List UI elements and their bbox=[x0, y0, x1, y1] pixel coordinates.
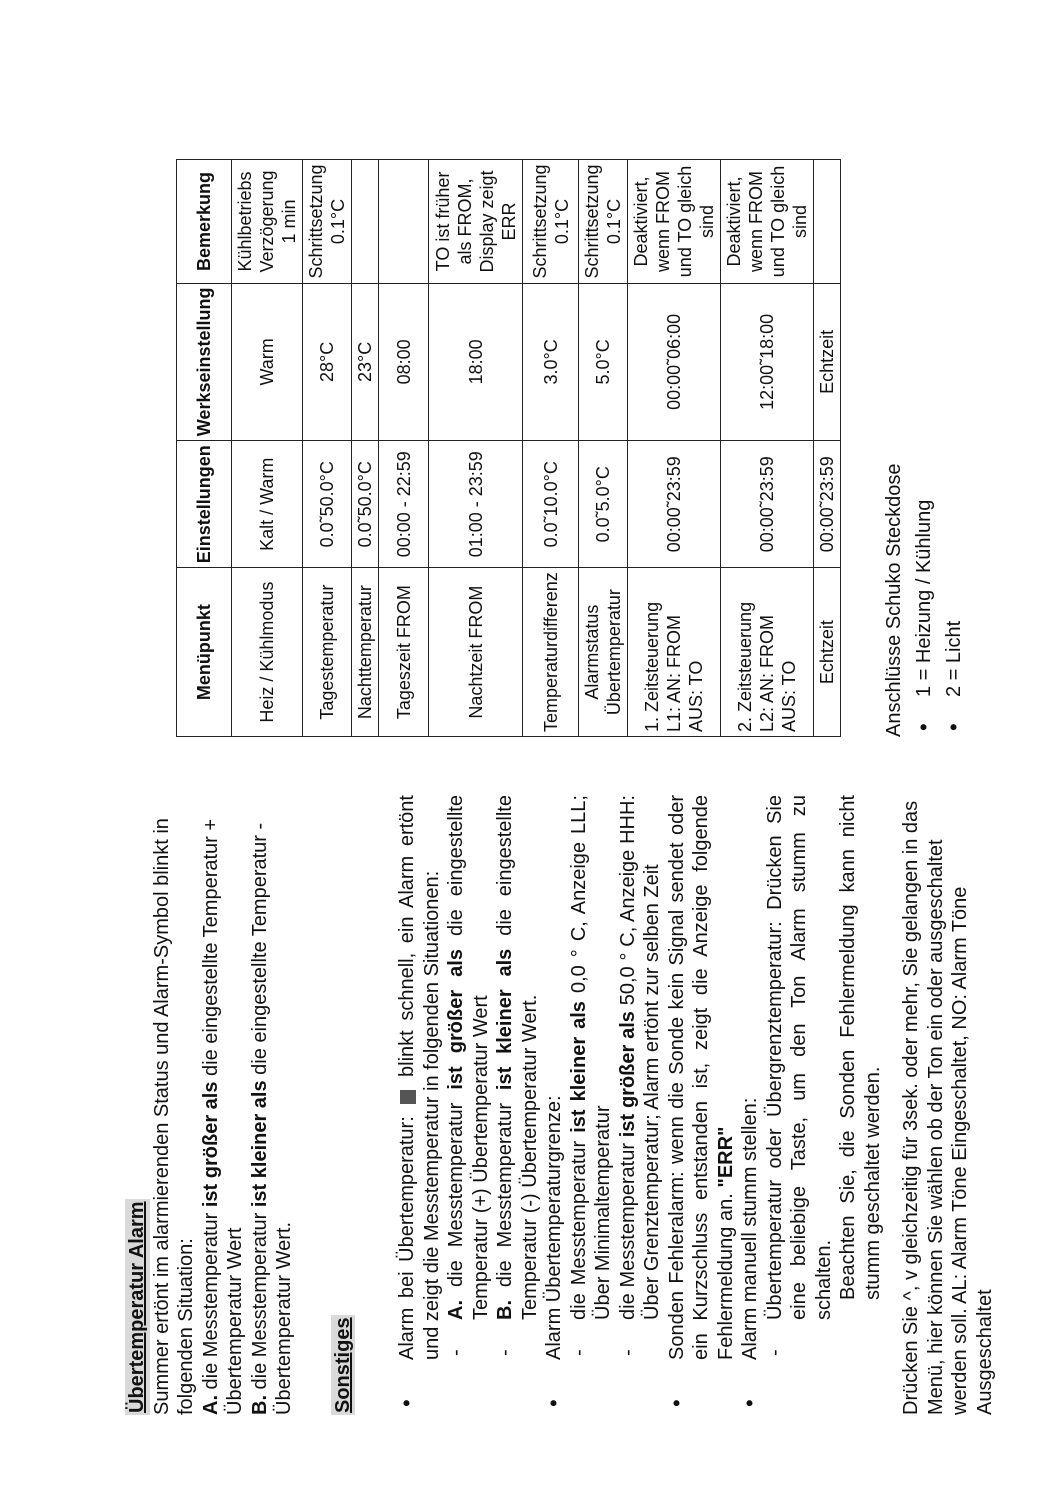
alarm-intro: Summer ertönt im alarmierenden Status und Alarm-Symbol blinkt in folgenden Situation: bbox=[150, 818, 197, 1415]
table-cell: Nachtzeit FROM bbox=[429, 568, 523, 737]
misc-item1-case-b bbox=[493, 795, 542, 1360]
misc-item1-a-bold: ist größer als bbox=[445, 949, 467, 1090]
misc-item1-case-a bbox=[444, 795, 493, 1360]
table-cell: 00:00˜23:59 bbox=[814, 441, 841, 568]
table-cell: 08:00 bbox=[379, 283, 429, 441]
table-row bbox=[628, 160, 721, 737]
table-cell: 01:00 - 23:59 bbox=[429, 441, 523, 568]
text-column bbox=[125, 795, 997, 1415]
table-row bbox=[303, 160, 352, 737]
connections-list bbox=[909, 175, 969, 737]
table-cell: 00:00˜06:00 bbox=[628, 283, 721, 441]
misc-item1-a-pre: die Messtemperatur bbox=[445, 1102, 467, 1287]
table-cell: 12:00˜18:00 bbox=[721, 283, 814, 441]
table-cell: Echtzeit bbox=[814, 568, 841, 737]
table-cell: Heiz / Kühlmodus bbox=[232, 568, 303, 737]
misc-item1-pre: Alarm bei Übertemperatur: bbox=[396, 1116, 418, 1360]
misc-item2-a-post: 0,0 ° C, Anzeige LLL; Über Minimaltemperatur bbox=[567, 795, 614, 1320]
table-row bbox=[379, 160, 429, 737]
misc-item1-a-label: A. bbox=[445, 1300, 467, 1320]
table-row bbox=[721, 160, 814, 737]
table-cell: Echtzeit bbox=[814, 283, 841, 441]
table-cell bbox=[379, 160, 429, 283]
misc-item2-a-pre: die Messtemperatur bbox=[567, 1140, 590, 1320]
table-row bbox=[523, 160, 579, 737]
alarm-section-heading: Übertemperatur Alarm bbox=[126, 1201, 148, 1413]
misc-item2-case-a bbox=[567, 795, 616, 1360]
table-cell bbox=[352, 160, 379, 283]
alarm-case-b-label: B. bbox=[248, 1395, 271, 1415]
table-cell: 1. Zeitsteuerung L1: AN: FROM AUS: TO bbox=[628, 568, 721, 737]
table-cell: 18:00 bbox=[429, 283, 523, 441]
table-cell: 00:00˜23:59 bbox=[721, 441, 814, 568]
table-cell: Tageszeit FROM bbox=[379, 568, 429, 737]
connections-item: • 1 = Heizung / Kühlung bbox=[909, 175, 939, 737]
table-cell: Alarmstatus Übertemperatur bbox=[579, 568, 628, 737]
misc-item4-case bbox=[763, 795, 886, 1360]
alarm-case-a-post: die eingestellte Temperatur + Übertemperatur Wert bbox=[199, 818, 246, 1415]
misc-item-overtemp bbox=[395, 795, 542, 1415]
misc-item3-pre: Sonden Fehleralarm: wenn die Sonde kein Signal sendet oder ein Kurzschluss entstanden ist, zeigt die Anzeige folgende Fehlermeldung an. bbox=[665, 795, 737, 1360]
table-cell: TO ist früher als FROM, Display zeigt ERR bbox=[429, 160, 523, 283]
table-cell: Kühlbetriebs Verzögerung 1 min bbox=[232, 160, 303, 283]
table-cell: Schrittsetzung 0.1°C bbox=[523, 160, 579, 283]
misc-item1-sublist bbox=[444, 795, 542, 1360]
table-cell: Deaktiviert, wenn FROM und TO gleich sind bbox=[628, 160, 721, 283]
table-cell: 0.0˜5.0°C bbox=[579, 441, 628, 568]
table-cell bbox=[814, 160, 841, 283]
table-cell: Schrittsetzung 0.1°C bbox=[303, 160, 352, 283]
misc-item2-b-pre: die Messtemperatur bbox=[616, 1143, 639, 1320]
misc-item1-b-post: die eingestellte Temperatur (-) Übertemperatur Wert. bbox=[494, 795, 541, 1320]
misc-item3-bold: "ERR" bbox=[714, 1126, 737, 1188]
misc-item2-sublist bbox=[567, 795, 665, 1360]
misc-item4-a1: Übertemperatur oder Übergrenztemperatur: Drücken Sie eine beliebige Taste, um den Ton Alarm stumm zu schalten. bbox=[763, 795, 835, 1320]
connections-block bbox=[879, 175, 969, 737]
header-remark: Bemerkung bbox=[177, 160, 232, 283]
alarm-case-b-post: die eingestellte Temperatur - Übertemperatur Wert. bbox=[248, 822, 295, 1415]
alarm-case-a-pre: die Messtemperatur bbox=[199, 1212, 222, 1390]
table-row bbox=[352, 160, 379, 737]
table-cell: 0.0˜10.0°C bbox=[523, 441, 579, 568]
connections-title: Anschlüsse Schuko Steckdose bbox=[883, 463, 905, 737]
table-cell: 2. Zeitsteuerung L2: AN: FROM AUS: TO bbox=[721, 568, 814, 737]
alarm-case-b-pre: die Messtemperatur bbox=[248, 1212, 271, 1390]
table-column bbox=[176, 164, 969, 737]
closing-paragraph: Drücken Sie ^, v gleichzeitig für 3sek. oder mehr, Sie gelangen in das Menü, hier können Sie wählen ob der Ton ein oder ausgeschaltet werden soll. AL: Alarm Töne Eingeschaltet, NO: Alarm Töne Ausgeschaltet bbox=[900, 800, 996, 1415]
alarm-icon bbox=[400, 1090, 416, 1104]
table-cell: Nachttemperatur bbox=[352, 568, 379, 737]
misc-item1-a-post: die eingestellte Temperatur (+) Übertemperatur Wert bbox=[445, 795, 492, 1320]
table-cell: 3.0°C bbox=[523, 283, 579, 441]
table-cell: Schrittsetzung 0.1°C bbox=[579, 160, 628, 283]
header-menu-item: Menüpunkt bbox=[177, 568, 232, 737]
header-settings: Einstellungen bbox=[177, 441, 232, 568]
table-cell: 28°C bbox=[303, 283, 352, 441]
table-cell: 23°C bbox=[352, 283, 379, 441]
misc-section-heading: Sonstiges bbox=[331, 1317, 354, 1413]
table-cell: 5.0°C bbox=[579, 283, 628, 441]
table-cell: Temperaturdifferenz bbox=[523, 568, 579, 737]
table-cell: Deaktiviert, wenn FROM und TO gleich sind bbox=[721, 160, 814, 283]
table-row bbox=[814, 160, 841, 737]
misc-item2-b-post: 50,0 ° C, Anzeige HHH: Über Grenztemperatur; Alarm ertönt zur selben Zeit bbox=[616, 795, 663, 1320]
alarm-case-b-bold: ist kleiner als bbox=[248, 1080, 271, 1208]
misc-item-limit bbox=[542, 795, 665, 1415]
alarm-case-a-bold: ist größer als bbox=[199, 1081, 222, 1208]
misc-item2-b-bold: ist größer als bbox=[616, 1011, 639, 1138]
misc-list bbox=[395, 795, 885, 1415]
table-cell: 0.0˜50.0°C bbox=[303, 441, 352, 568]
alarm-case-a bbox=[199, 795, 248, 1415]
misc-item1-b-label: B. bbox=[494, 1300, 516, 1320]
table-header-row bbox=[177, 160, 232, 737]
table-cell: Kalt / Warm bbox=[232, 441, 303, 568]
table-row bbox=[232, 160, 303, 737]
table-row bbox=[429, 160, 523, 737]
misc-item-sensor-error bbox=[665, 795, 739, 1415]
table-cell: 0.0˜50.0°C bbox=[352, 441, 379, 568]
misc-item-mute bbox=[738, 795, 885, 1415]
alarm-case-b bbox=[248, 795, 297, 1415]
misc-item1-b-pre: die Messtemperatur bbox=[494, 1103, 516, 1288]
settings-table bbox=[176, 159, 841, 737]
misc-item4: Alarm manuell stumm stellen: bbox=[739, 1097, 761, 1360]
misc-item2-case-b bbox=[616, 795, 665, 1360]
alarm-case-a-label: A. bbox=[199, 1395, 222, 1415]
table-cell: Tagestemperatur bbox=[303, 568, 352, 737]
misc-item4-a2: Beachten Sie, die Sonden Fehlermeldung kann nicht stumm geschaltet werden. bbox=[837, 795, 884, 1300]
table-row bbox=[579, 160, 628, 737]
misc-item2-a-bold: ist kleiner als bbox=[567, 1001, 590, 1133]
header-factory-setting: Werkseinstellung bbox=[177, 283, 232, 441]
table-cell: 00:00 - 22:59 bbox=[379, 441, 429, 568]
misc-item2: Alarm Übertemperaturgrenze: bbox=[543, 1095, 565, 1360]
table-cell: 00:00˜23:59 bbox=[628, 441, 721, 568]
table-cell: Warm bbox=[232, 283, 303, 441]
misc-item1-b-bold: ist kleiner als bbox=[494, 948, 516, 1091]
misc-item1-post: blinkt schnell, ein Alarm ertönt und zeigt die Messtemperatur in folgenden Situationen: bbox=[396, 795, 443, 1360]
misc-item4-sublist bbox=[763, 795, 886, 1360]
connections-item: • 2 = Licht bbox=[939, 175, 969, 737]
